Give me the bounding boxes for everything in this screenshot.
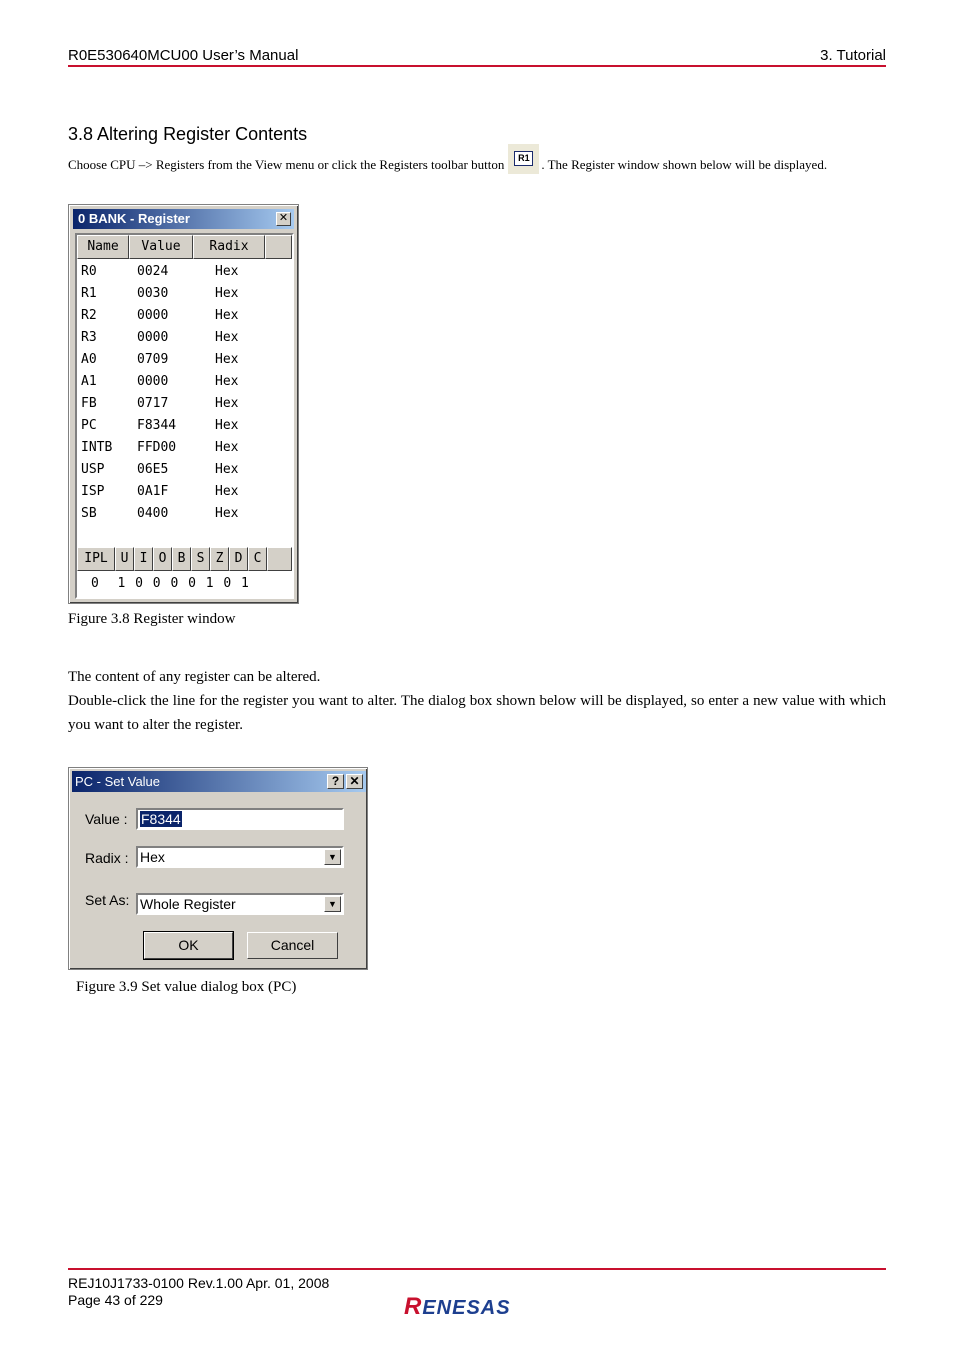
radix-select-value: Hex bbox=[140, 849, 165, 865]
close-icon[interactable]: ✕ bbox=[276, 212, 291, 226]
flag-header-d: D bbox=[229, 547, 248, 571]
section-title: 3.8 Altering Register Contents bbox=[68, 124, 308, 144]
value-input-text: F8344 bbox=[141, 811, 181, 827]
paragraph-alter: The content of any register can be altered. bbox=[68, 669, 321, 685]
register-list: Name Value Radix R0 0024 Hex R1 0030 Hex R2 0000 Hex R3 0000 Hex A0 0709 Hex A1 0000 Hex FB 0717 Hex PC F8344 Hex INTB FFD00 Hex USP 06E5 Hex ISP 0A1F Hex SB 0400 Hex IPL U I O B S Z D C 0 1 0 0 0 0 1 0 1 bbox=[75, 233, 294, 599]
column-header-value[interactable]: Value bbox=[129, 235, 193, 259]
footer-doc-info: REJ10J1733-0100 Rev.1.00 Apr. 01, 2008 bbox=[68, 1275, 330, 1291]
column-header-radix[interactable]: Radix bbox=[193, 235, 265, 259]
radix-select[interactable] bbox=[136, 846, 344, 868]
chevron-down-icon[interactable]: ▼ bbox=[324, 849, 341, 865]
set-as-select-value: Whole Register bbox=[140, 896, 236, 912]
header-chapter: 3. Tutorial bbox=[820, 47, 886, 64]
flag-header-i: I bbox=[134, 547, 153, 571]
dialog-titlebar[interactable] bbox=[72, 771, 366, 792]
registers-icon-text: R1 bbox=[514, 151, 533, 166]
flag-values[interactable]: 0 1 0 0 0 0 1 0 1 bbox=[91, 576, 250, 591]
ok-button[interactable]: OK bbox=[144, 932, 233, 959]
register-window-titlebar[interactable] bbox=[73, 209, 294, 229]
register-window-title: 0 BANK - Register bbox=[78, 211, 190, 226]
flag-header-o: O bbox=[153, 547, 172, 571]
close-icon[interactable]: ✕ bbox=[346, 774, 363, 789]
flag-header-ipl: IPL bbox=[77, 547, 115, 571]
column-header-empty bbox=[265, 235, 292, 259]
page-header bbox=[68, 47, 886, 67]
value-label: Value : bbox=[85, 811, 128, 827]
set-as-select[interactable] bbox=[136, 893, 344, 915]
flag-header-c: C bbox=[248, 547, 267, 571]
chevron-down-icon[interactable]: ▼ bbox=[324, 896, 341, 912]
column-header-name[interactable]: Name bbox=[77, 235, 129, 259]
register-window bbox=[68, 204, 299, 604]
value-input[interactable] bbox=[136, 808, 344, 830]
flag-header-b: B bbox=[172, 547, 191, 571]
intro-text-after: . The Register window shown below will be displayed. bbox=[541, 156, 828, 172]
paragraph-double-click: Double-click the line for the register you want to alter. The dialog box shown below will be displayed, so enter a new value with which you want to alter the register. bbox=[68, 693, 886, 733]
footer-page-number: Page 43 of 229 bbox=[68, 1292, 163, 1308]
intro-paragraph bbox=[68, 151, 886, 181]
header-manual-title: R0E530640MCU00 User’s Manual bbox=[68, 47, 299, 64]
registers-toolbar-icon bbox=[508, 144, 539, 174]
renesas-logo: RENESAS bbox=[404, 1293, 511, 1320]
intro-text-before: Choose CPU –> Registers from the View menu or click the Registers toolbar button bbox=[68, 156, 505, 172]
help-icon[interactable]: ? bbox=[327, 774, 344, 789]
dialog-title: PC - Set Value bbox=[75, 774, 161, 789]
cancel-button[interactable]: Cancel bbox=[247, 932, 338, 959]
flag-header-empty bbox=[267, 547, 292, 571]
flag-header-s: S bbox=[191, 547, 210, 571]
flag-header-u: U bbox=[115, 547, 134, 571]
set-value-dialog bbox=[68, 767, 368, 970]
set-as-label: Set As: bbox=[85, 892, 130, 908]
figure-caption-register-window: Figure 3.8 Register window bbox=[68, 611, 236, 627]
figure-caption-set-value: Figure 3.9 Set value dialog box (PC) bbox=[76, 979, 297, 995]
radix-label: Radix : bbox=[85, 850, 129, 866]
flag-header-z: Z bbox=[210, 547, 229, 571]
